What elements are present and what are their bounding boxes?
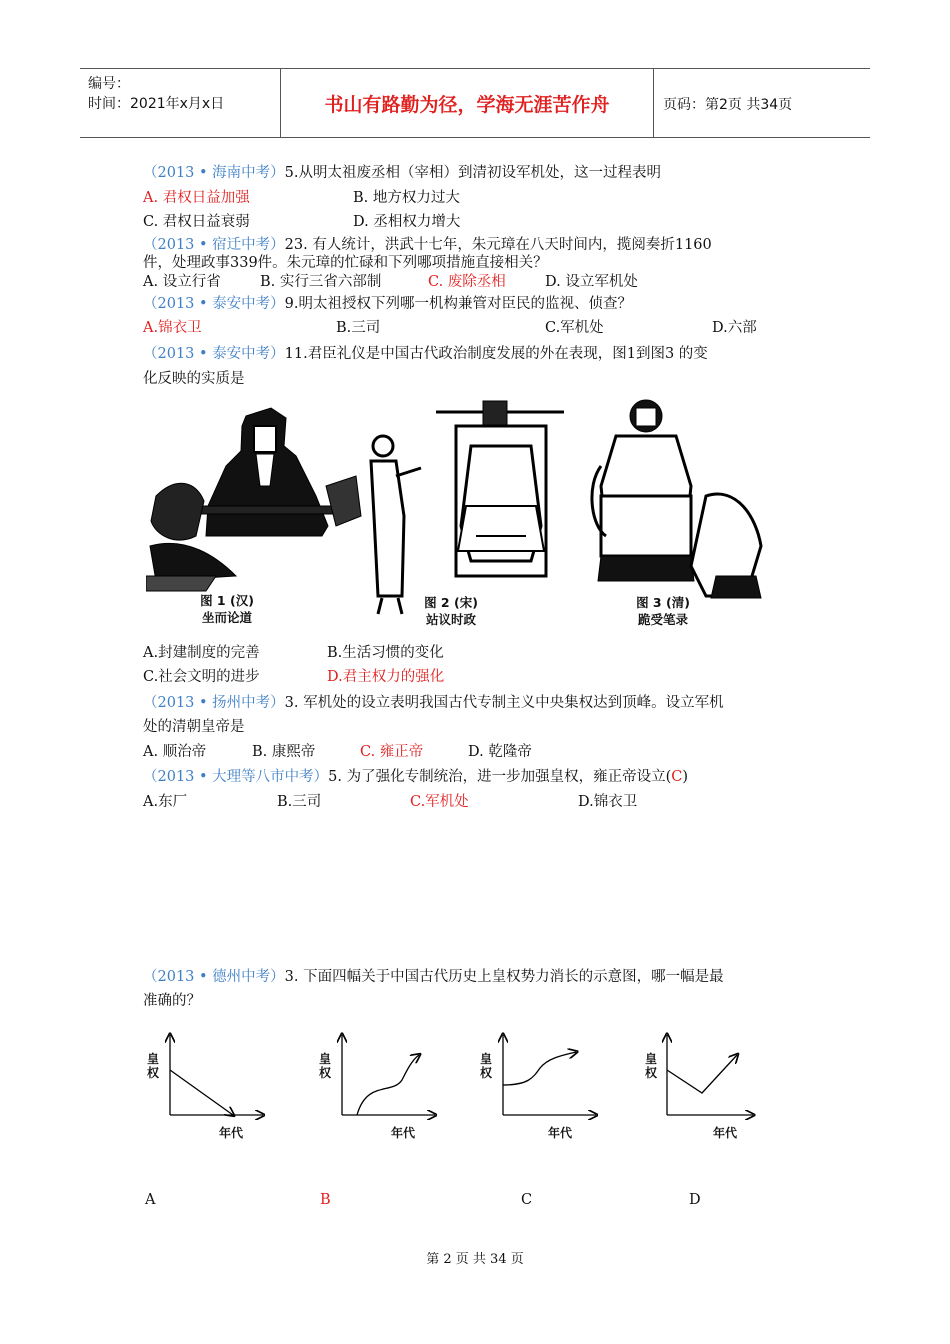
option-d: D. 丞相权力增大 [353,214,461,230]
option-a: A.锦衣卫 [143,320,202,336]
graph-d-ylabel-2: 权 [645,1066,658,1080]
graph-d-plot [645,1030,765,1140]
graph-d-ylabel-1: 皇 [645,1052,658,1066]
header-page-info: 页码：第2页 共34页 [663,97,793,113]
page-footer: 第 2 页 共 34 页 [426,1252,524,1267]
figure-3-subtitle: 跪受笔录 [637,612,688,627]
header-meta [80,69,281,137]
time-label: 时间：2021年x月x日 [88,96,225,112]
figure-3-illustration [592,400,761,598]
graph-option-d: D [689,1192,701,1208]
option-a: A.封建制度的完善 [143,645,260,661]
graph-option-c: C [521,1192,533,1208]
question-7 [143,968,724,986]
etiquette-figures [146,386,768,636]
question-6 [143,768,688,786]
graph-a [145,1030,265,1140]
question-5 [143,694,724,712]
graph-d [645,1030,765,1140]
option-b: B. 实行三省六部制 [260,274,382,290]
graph-b-ylabel-2: 权 [319,1066,332,1080]
page-header [80,68,870,138]
option-b: B.三司 [277,794,322,810]
question-7-line2: 准确的？ [143,993,201,1009]
option-d: D.六部 [712,320,757,336]
question-text: 3. 军机处的设立表明我国古代专制主义中央集权达到顶峰。设立军机 [284,695,724,711]
question-source: （2013 • 泰安中考） [143,296,285,312]
question-answer: C [671,769,683,785]
question-text: 5.从明太祖废丞相（宰相）到清初设军机处，这一过程表明 [284,165,662,181]
option-c: C. 君权日益衰弱 [143,214,250,230]
question-text: 5. 为了强化专制统治，进一步加强皇权，雍正帝设立( [328,769,672,785]
graph-c-ylabel-2: 权 [480,1066,493,1080]
question-source: （2013 • 扬州中考） [143,695,285,711]
graph-c-plot [478,1030,598,1140]
option-b: B.三司 [336,320,381,336]
option-c: C.社会文明的进步 [143,669,260,685]
option-c: C. 废除丞相 [428,274,506,290]
question-source: （2013 • 宿迁中考） [143,237,285,253]
graph-b-ylabel-1: 皇 [319,1052,332,1066]
question-source: （2013 • 大理等八市中考） [143,769,329,785]
option-c: C.军机处 [545,320,604,336]
question-1 [143,164,661,182]
graph-option-b: B [320,1192,331,1208]
question-5-line2: 处的清朝皇帝是 [143,719,245,735]
option-a: A. 设立行省 [143,274,221,290]
option-c: C.军机处 [410,794,469,810]
option-d: D.君主权力的强化 [327,669,445,685]
question-text: 9.明太祖授权下列哪一机构兼管对臣民的监视、侦查？ [284,296,633,312]
graph-b-plot [317,1030,437,1140]
code-label: 编号： [88,76,130,92]
question-text: 11.君臣礼仪是中国古代政治制度发展的外在表现，图1到图3 的变 [284,346,708,362]
figure-2-illustration [371,401,564,614]
question-source: （2013 • 海南中考） [143,165,285,181]
figure-1-subtitle: 坐而论道 [201,610,252,625]
question-source: （2013 • 泰安中考） [143,346,285,362]
figure-3-title: 图 3 (清) [636,595,690,610]
question-2 [143,236,712,254]
graph-c-ylabel-1: 皇 [480,1052,493,1066]
option-b: B.生活习惯的变化 [327,645,444,661]
graph-option-a: A [145,1192,156,1208]
question-close: ) [682,769,689,785]
graph-c [478,1030,598,1140]
option-a: A. 君权日益加强 [143,190,250,206]
figure-2-title: 图 2 (宋) [424,595,478,610]
figure-1-title: 图 1 (汉) [200,593,254,608]
figure-1-caption [172,592,282,626]
question-text: 3. 下面四幅关于中国古代历史上皇权势力消长的示意图，哪一幅是最 [284,969,724,985]
graph-c-xlabel: 年代 [548,1126,573,1140]
figure-2-caption [396,594,506,628]
figure-2-subtitle: 站议时政 [425,612,476,627]
question-text: 23. 有人统计，洪武十七年，朱元璋在八天时间内，揽阅奏折1160 [284,237,712,253]
option-a: A. 顺治帝 [143,744,207,760]
question-4 [143,345,708,363]
graph-d-xlabel: 年代 [713,1126,738,1140]
option-d: D.锦衣卫 [578,794,638,810]
graph-a-ylabel-2: 权 [147,1066,160,1080]
figure-3-caption [608,594,718,628]
question-2-line2: 件，处理政事339件。朱元璋的忙碌和下列哪项措施直接相关？ [143,255,548,271]
graph-a-ylabel-1: 皇 [147,1052,160,1066]
option-c: C. 雍正帝 [360,744,424,760]
option-d: D. 乾隆帝 [468,744,532,760]
graph-a-xlabel: 年代 [219,1126,244,1140]
question-4-line2: 化反映的实质是 [143,371,245,387]
option-a: A.东厂 [143,794,188,810]
figure-1-illustration [146,408,361,591]
header-motto: 书山有路勤为径，学海无涯苦作舟 [281,69,654,137]
question-source: （2013 • 德州中考） [143,969,285,985]
option-b: B. 康熙帝 [252,744,316,760]
question-3 [143,295,632,313]
graph-b [317,1030,437,1140]
option-d: D. 设立军机处 [545,274,638,290]
option-b: B. 地方权力过大 [353,190,460,206]
graph-b-xlabel: 年代 [391,1126,416,1140]
graph-a-plot [145,1030,265,1140]
